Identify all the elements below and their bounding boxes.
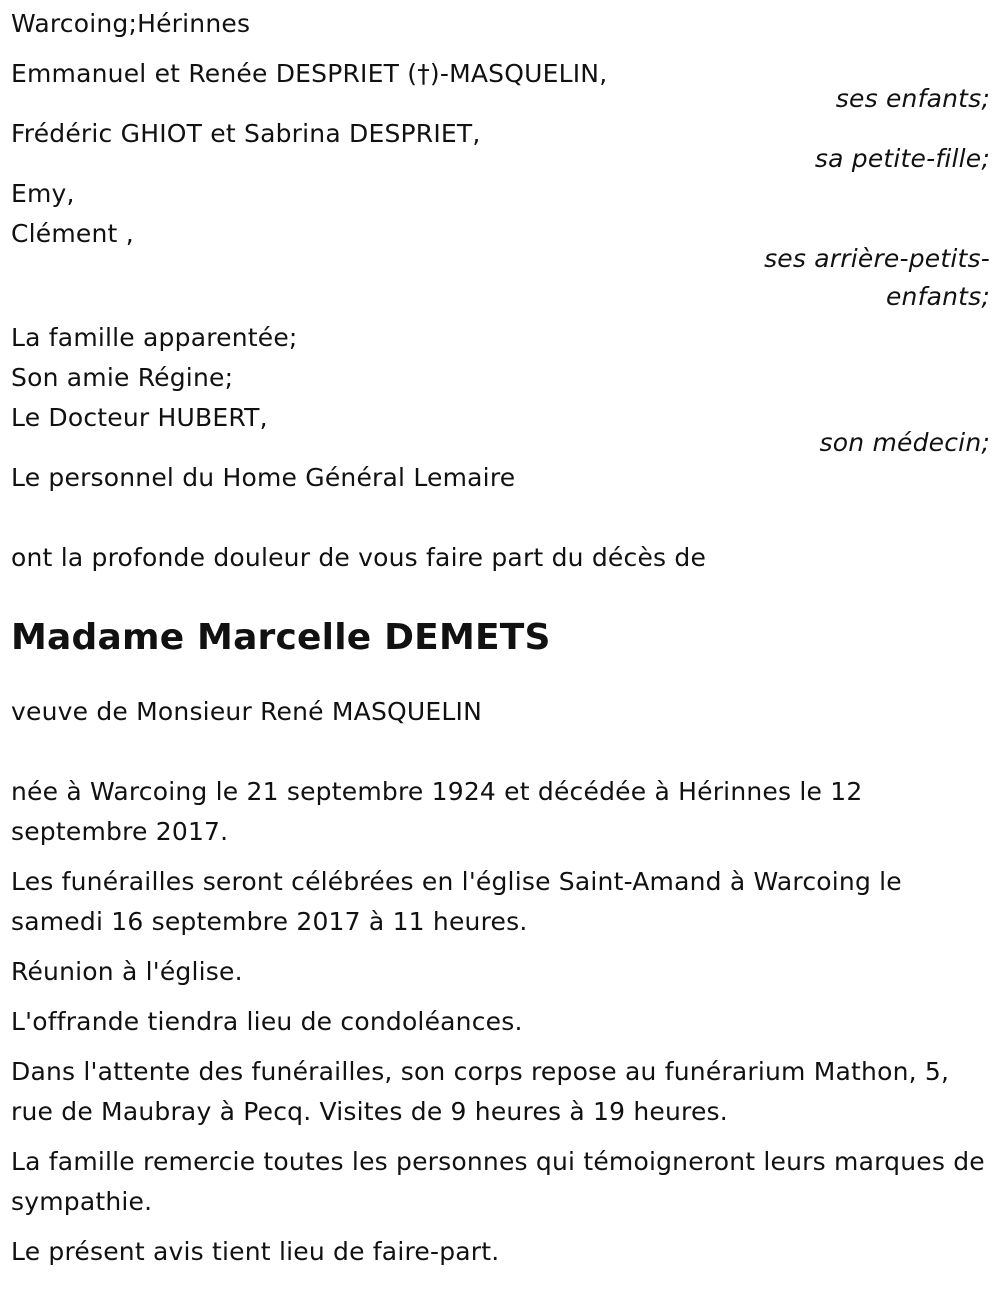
granddaughter-role: sa petite-fille; [814,144,990,173]
great-grandchild-2: Clément , [11,219,134,248]
funeral-text: Les funérailles seront célébrées en l'église Saint-Amand à Warcoing le samedi 16 septembre 2017 à 11 heures. [11,867,902,936]
offering-text: L'offrande tiendra lieu de condoléances. [11,1007,523,1036]
meeting-text: Réunion à l'église. [11,957,243,986]
home-staff: Le personnel du Home Général Lemaire [11,463,516,492]
widow-of: veuve de Monsieur René MASQUELIN [11,697,482,726]
great-grandchildren-role-2: enfants; [885,282,990,311]
doctor: Le Docteur HUBERT, [11,403,268,432]
granddaughter-names: Frédéric GHIOT et Sabrina DESPRIET, [11,119,481,148]
doctor-role: son médecin; [819,428,990,457]
great-grandchild-1: Emy, [11,179,75,208]
extended-family: La famille apparentée; [11,323,298,352]
children-names: Emmanuel et Renée DESPRIET (†)-MASQUELIN, [11,59,608,88]
great-grandchildren-role-1: ses arrière-petits- [764,244,990,273]
location-header: Warcoing;Hérinnes [11,9,251,38]
friend: Son amie Régine; [11,363,234,392]
deceased-name: Madame Marcelle DEMETS [11,617,551,658]
thanks-text: La famille remercie toutes les personnes qui témoigneront leurs marques de sympathie. [11,1147,985,1216]
intro-text: ont la profonde douleur de vous faire part du décès de [11,543,707,572]
children-role: ses enfants; [835,84,990,113]
viewing-text: Dans l'attente des funérailles, son corps repose au funérarium Mathon, 5, rue de Maubray à Pecq. Visites de 9 heures à 19 heures. [11,1057,950,1126]
birth-death-text: née à Warcoing le 21 septembre 1924 et décédée à Hérinnes le 12 septembre 2017. [11,777,863,846]
notice-text: Le présent avis tient lieu de faire-part. [11,1237,500,1266]
